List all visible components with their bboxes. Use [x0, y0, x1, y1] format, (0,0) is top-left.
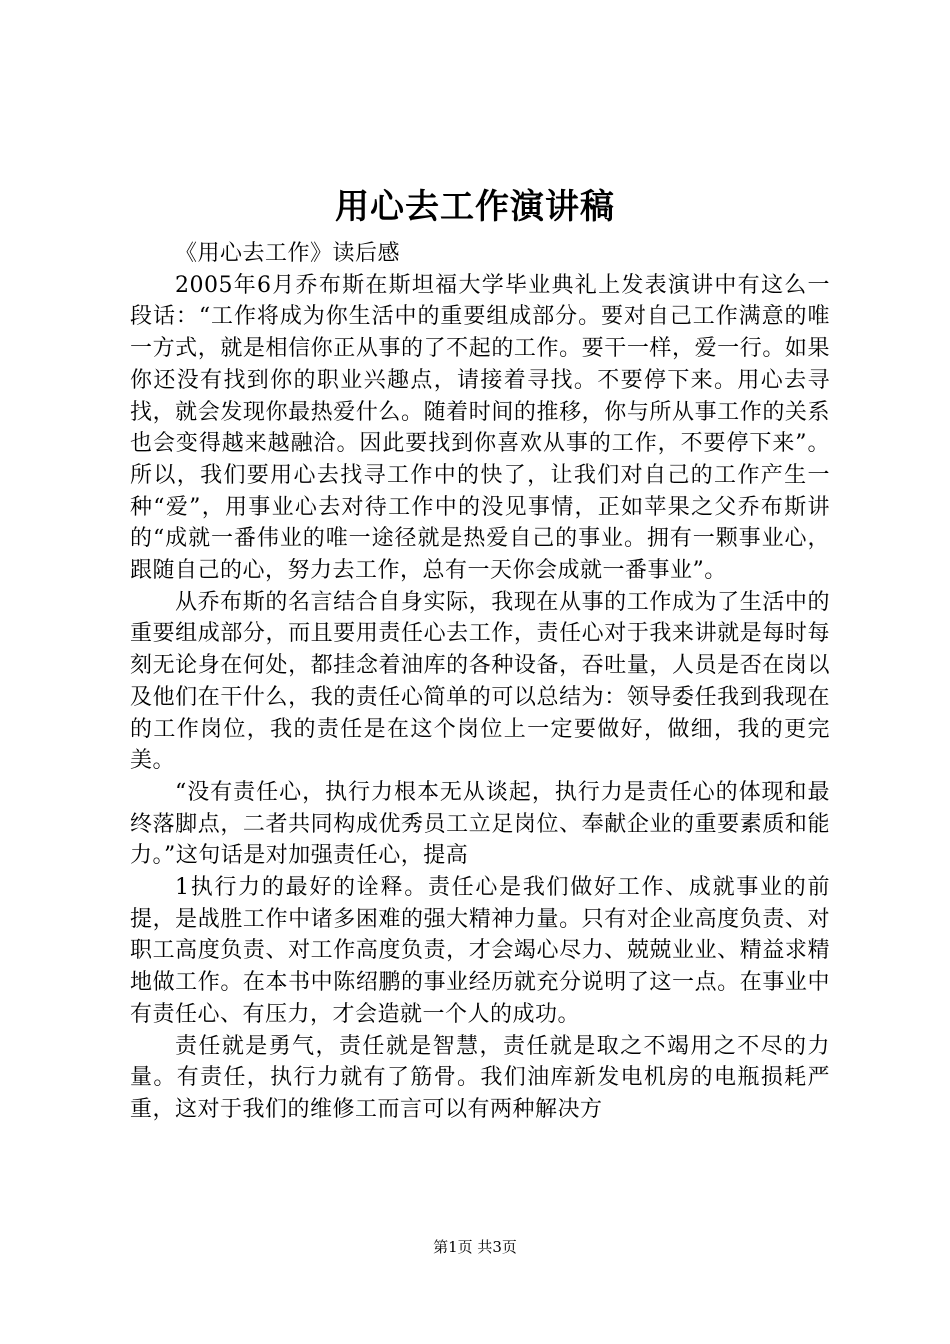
document-body — [130, 238, 830, 1126]
paragraph: “没有责任心，执行力根本无从谈起，执行力是责任心的体现和最终落脚点，二者共同构成优秀员工立足岗位、奉献企业的重要素质和能力。”这句话是对加强责任心，提高 — [130, 779, 830, 869]
page-footer: 第1页 共3页 — [433, 1238, 517, 1256]
paragraph: 责任就是勇气，责任就是智慧，责任就是取之不竭用之不尽的力量。有责任，执行力就有了筋骨。我们油库新发电机房的电瓶损耗严重，这对于我们的维修工而言可以有两种解决方 — [130, 1033, 830, 1122]
paragraph-subtitle: 《用心去工作》读后感 — [175, 241, 401, 266]
document-title: 用心去工作演讲稿 — [335, 187, 615, 227]
paragraph: 1执行力的最好的诠释。责任心是我们做好工作、成就事业的前提，是战胜工作中诸多困难的强大精神力量。只有对企业高度负责、对职工高度负责、对工作高度负责，才会竭心尽力、兢兢业业、精益求精地做工作。在本书中陈绍鹏的事业经历就充分说明了这一点。在事业中有责任心、有压力，才会造就一个人的成功。 — [130, 875, 830, 1027]
paragraph: 2005年6月乔布斯在斯坦福大学毕业典礼上发表演讲中有这么一段话：“工作将成为你生活中的重要组成部分。要对自己工作满意的唯一方式，就是相信你正从事的了不起的工作。要干一样，爱一行。如果你还没有找到你的职业兴趣点，请接着寻找。不要停下来。用心去寻找，就会发现你最热爱什么。随着时间的推移，你与所从事工作的关系也会变得越来越融洽。因此要找到你喜欢从事的工作，不要停下来”。所以，我们要用心去找寻工作中的快了，让我们对自己的工作产生一种“爱”，用事业心去对待工作中的没见事情，正如苹果之父乔布斯讲的“成就一番伟业的唯一途径就是热爱自己的事业。拥有一颗事业心，跟随自己的心，努力去工作，总有一天你会成就一番事业”。 — [130, 272, 830, 584]
paragraph: 从乔布斯的名言结合自身实际，我现在从事的工作成为了生活中的重要组成部分，而且要用责任心去工作，责任心对于我来讲就是每时每刻无论身在何处，都挂念着油库的各种设备，吞吐量，人员是否在岗以及他们在干什么，我的责任心简单的可以总结为：领导委任我到我现在的工作岗位，我的责任是在这个岗位上一定要做好，做细，我的更完美。 — [130, 589, 830, 774]
